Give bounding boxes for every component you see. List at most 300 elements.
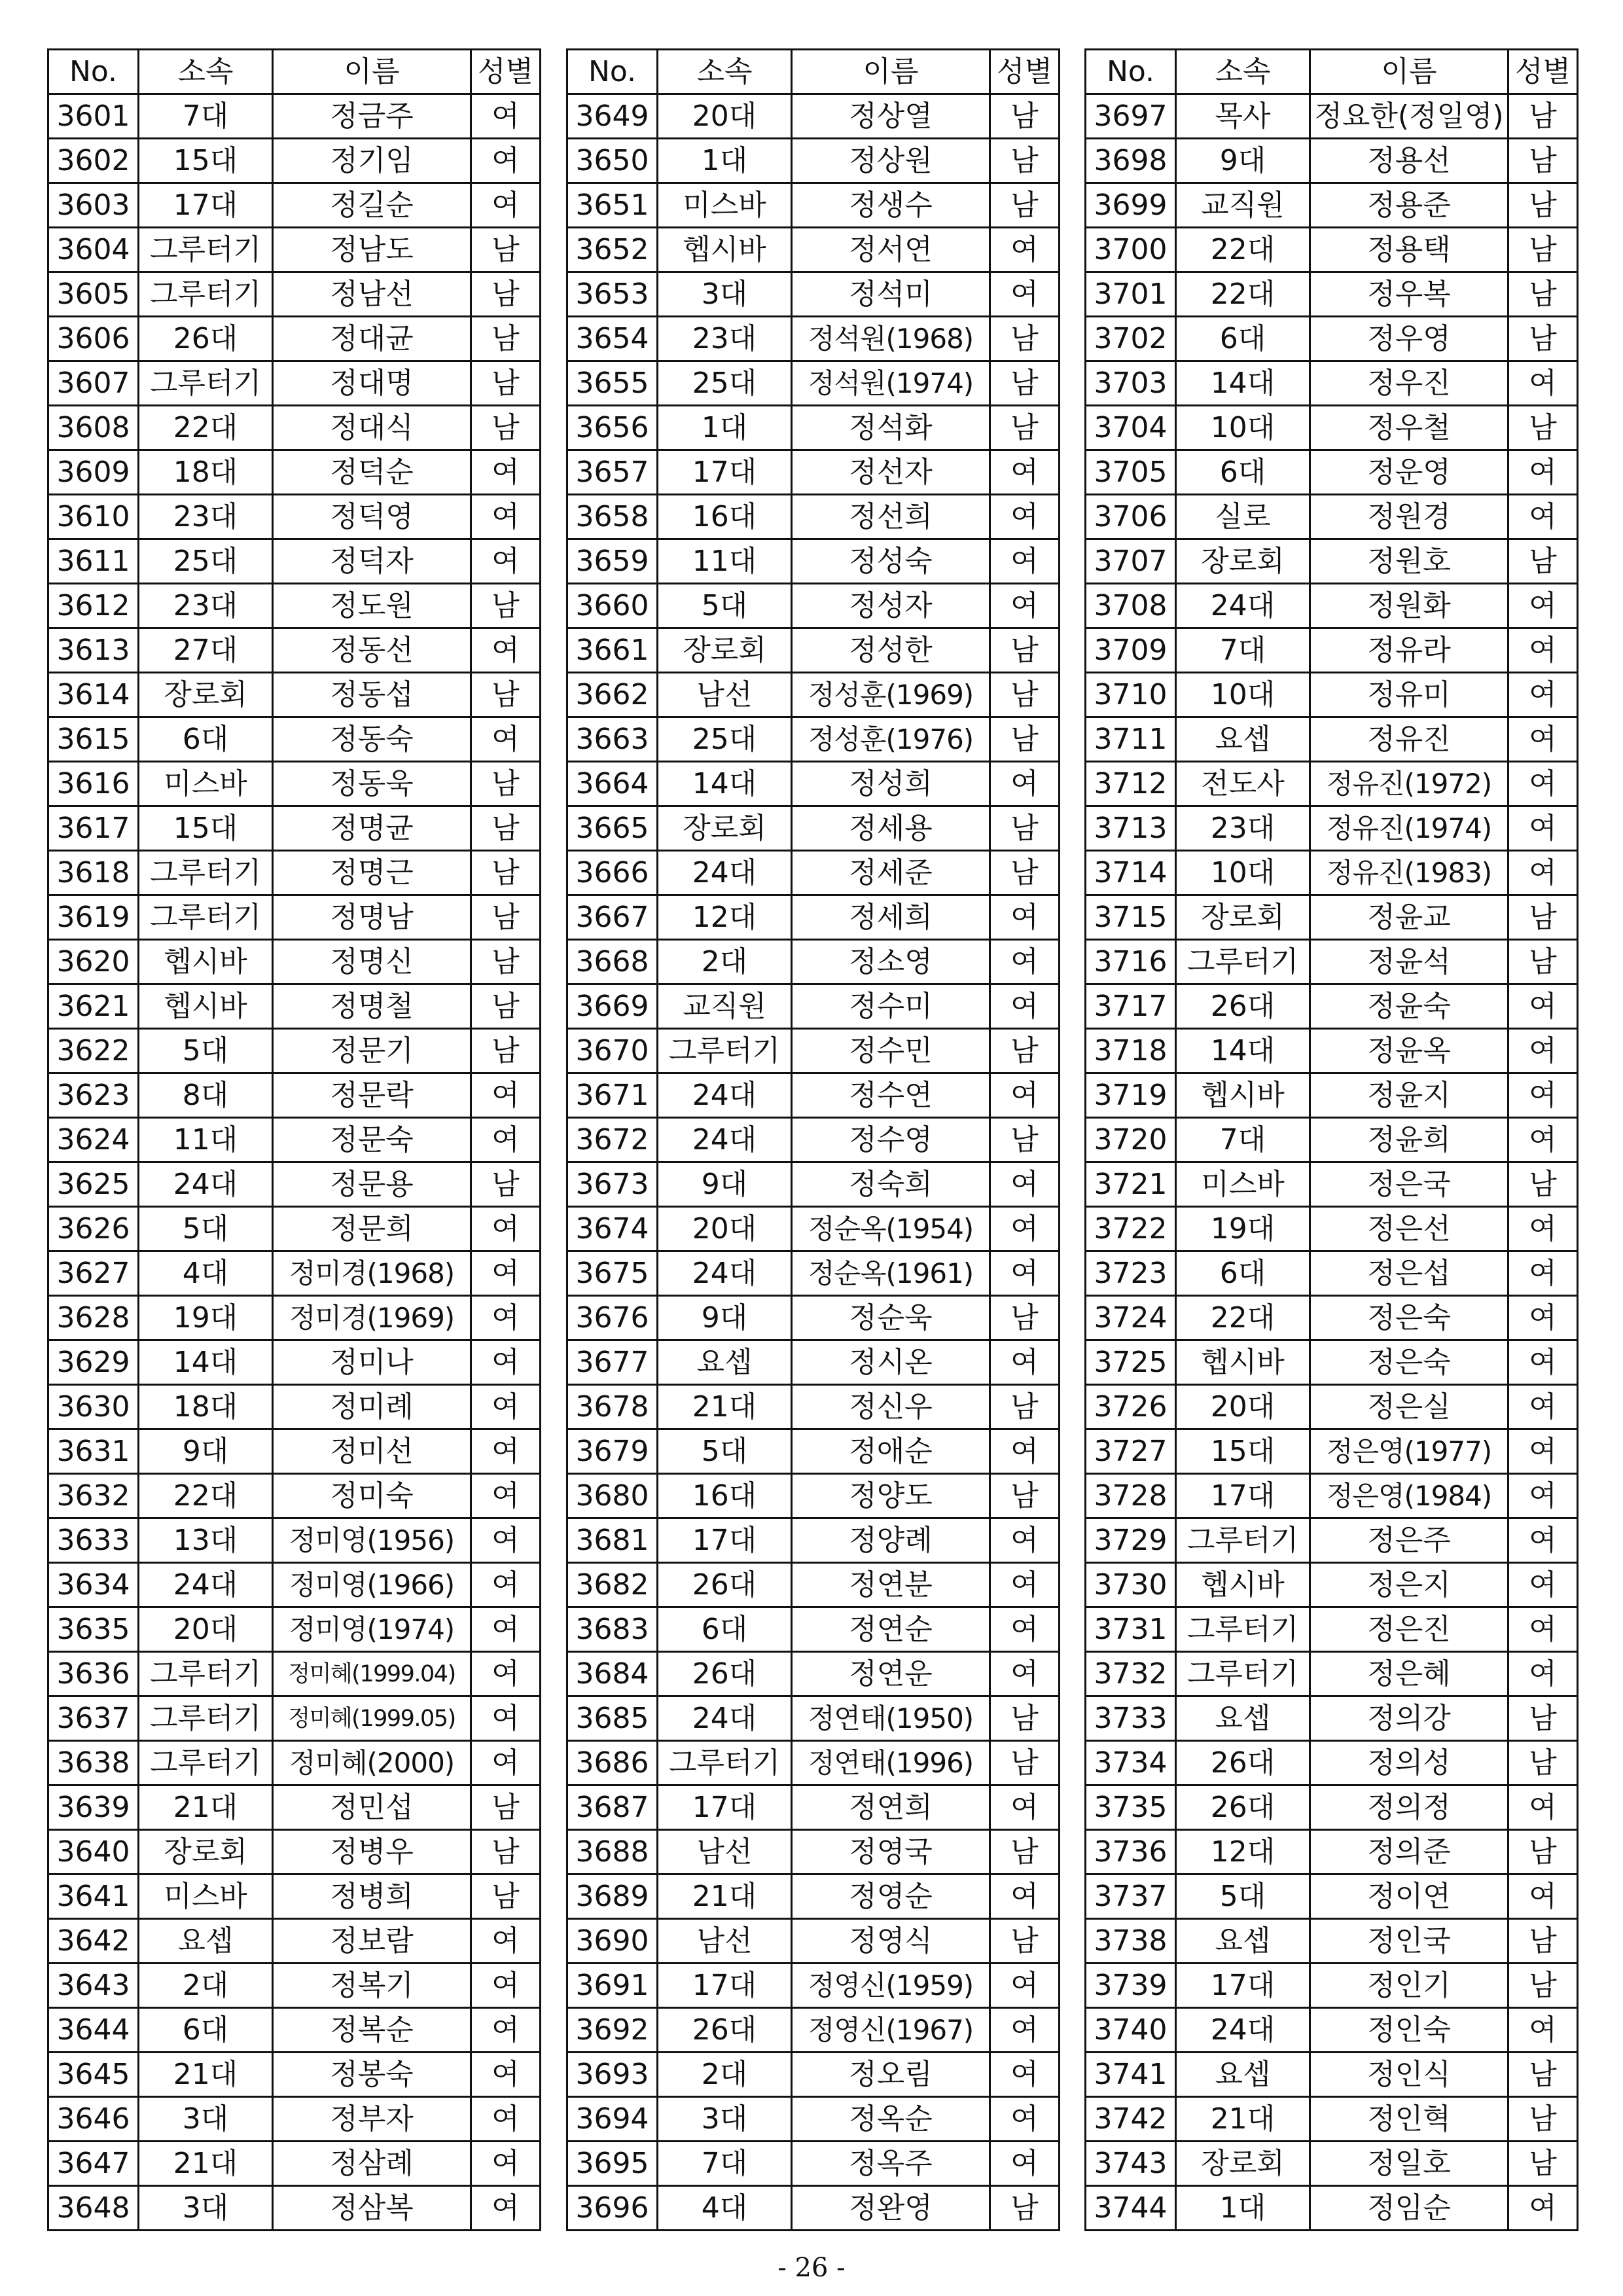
cell-affiliation: 3대 <box>658 2097 792 2142</box>
cell-gender: 여 <box>990 2053 1060 2097</box>
cell-affiliation: 장로회 <box>139 673 273 717</box>
cell-no: 3738 <box>1086 1919 1176 1964</box>
cell-affiliation: 5대 <box>139 1207 273 1251</box>
cell-affiliation: 5대 <box>658 1429 792 1474</box>
cell-affiliation: 14대 <box>139 1340 273 1385</box>
cell-affiliation: 24대 <box>658 851 792 895</box>
cell-affiliation: 18대 <box>139 1385 273 1429</box>
table-row <box>567 2053 1060 2097</box>
cell-no: 3739 <box>1086 1964 1176 2008</box>
cell-gender: 남 <box>1508 1696 1578 1741</box>
cell-gender: 여 <box>990 2142 1060 2186</box>
cell-no: 3679 <box>567 1429 658 1474</box>
cell-name: 정의강 <box>1310 1696 1508 1741</box>
table-row <box>1086 2142 1578 2186</box>
cell-affiliation: 21대 <box>1176 2097 1310 2142</box>
cell-no: 3718 <box>1086 1029 1176 1073</box>
header-name: 이름 <box>1310 50 1508 94</box>
header-gender: 성별 <box>990 50 1060 94</box>
cell-name: 정선희 <box>792 495 990 539</box>
table-row <box>48 806 541 851</box>
table-row <box>48 139 541 183</box>
cell-no: 3675 <box>567 1251 658 1296</box>
cell-name: 정미선 <box>273 1429 471 1474</box>
cell-affiliation: 26대 <box>1176 1785 1310 1830</box>
cell-affiliation: 17대 <box>1176 1964 1310 2008</box>
cell-name: 정복순 <box>273 2008 471 2053</box>
cell-gender: 남 <box>471 895 541 940</box>
cell-no: 3716 <box>1086 940 1176 984</box>
cell-name: 정신우 <box>792 1385 990 1429</box>
cell-gender: 여 <box>990 1207 1060 1251</box>
cell-name: 정명근 <box>273 851 471 895</box>
table-row <box>1086 628 1578 673</box>
cell-no: 3602 <box>48 139 139 183</box>
cell-gender: 남 <box>990 1919 1060 1964</box>
cell-no: 3631 <box>48 1429 139 1474</box>
cell-no: 3611 <box>48 539 139 584</box>
cell-no: 3619 <box>48 895 139 940</box>
cell-no: 3666 <box>567 851 658 895</box>
cell-name: 정윤숙 <box>1310 984 1508 1029</box>
table-row <box>48 1830 541 1874</box>
cell-no: 3703 <box>1086 361 1176 406</box>
cell-gender: 여 <box>1508 1385 1578 1429</box>
cell-name: 정유미 <box>1310 673 1508 717</box>
cell-affiliation: 11대 <box>658 539 792 584</box>
table-row <box>48 1785 541 1830</box>
cell-name: 정명신 <box>273 940 471 984</box>
cell-no: 3604 <box>48 228 139 272</box>
cell-affiliation: 그루터기 <box>139 228 273 272</box>
cell-gender: 여 <box>471 1741 541 1785</box>
table-row <box>48 1429 541 1474</box>
cell-affiliation: 남선 <box>658 1830 792 1874</box>
cell-gender: 남 <box>471 272 541 317</box>
cell-gender: 여 <box>990 984 1060 1029</box>
cell-affiliation: 26대 <box>658 2008 792 2053</box>
table-row <box>1086 1118 1578 1162</box>
table-row <box>1086 1251 1578 1296</box>
cell-name: 정생수 <box>792 183 990 228</box>
table-row <box>1086 228 1578 272</box>
table-row <box>48 361 541 406</box>
cell-affiliation: 7대 <box>1176 1118 1310 1162</box>
cell-affiliation: 그루터기 <box>1176 1652 1310 1696</box>
cell-gender: 여 <box>471 2186 541 2231</box>
cell-name: 정시온 <box>792 1340 990 1385</box>
cell-no: 3663 <box>567 717 658 762</box>
cell-name: 정은섭 <box>1310 1251 1508 1296</box>
table-row <box>1086 1741 1578 1785</box>
cell-affiliation: 24대 <box>139 1563 273 1607</box>
table-row <box>1086 2053 1578 2097</box>
cell-affiliation: 22대 <box>1176 1296 1310 1340</box>
cell-no: 3685 <box>567 1696 658 1741</box>
cell-no: 3727 <box>1086 1429 1176 1474</box>
cell-affiliation: 11대 <box>139 1118 273 1162</box>
cell-affiliation: 장로회 <box>1176 895 1310 940</box>
cell-affiliation: 25대 <box>658 717 792 762</box>
table-row <box>567 94 1060 139</box>
table-row <box>567 584 1060 628</box>
table-row <box>567 1830 1060 1874</box>
cell-no: 3733 <box>1086 1696 1176 1741</box>
cell-no: 3645 <box>48 2053 139 2097</box>
cell-no: 3736 <box>1086 1830 1176 1874</box>
cell-no: 3709 <box>1086 628 1176 673</box>
cell-name: 정숙희 <box>792 1162 990 1207</box>
cell-name: 정명균 <box>273 806 471 851</box>
cell-no: 3695 <box>567 2142 658 2186</box>
cell-name: 정문희 <box>273 1207 471 1251</box>
cell-gender: 남 <box>1508 317 1578 361</box>
cell-no: 3676 <box>567 1296 658 1340</box>
cell-gender: 남 <box>990 1385 1060 1429</box>
cell-no: 3639 <box>48 1785 139 1830</box>
cell-gender: 남 <box>1508 1830 1578 1874</box>
cell-no: 3720 <box>1086 1118 1176 1162</box>
cell-gender: 여 <box>1508 1518 1578 1563</box>
table-row <box>567 1073 1060 1118</box>
cell-no: 3701 <box>1086 272 1176 317</box>
cell-affiliation: 12대 <box>1176 1830 1310 1874</box>
table-row <box>567 2186 1060 2231</box>
cell-name: 정금주 <box>273 94 471 139</box>
cell-no: 3637 <box>48 1696 139 1741</box>
cell-gender: 남 <box>471 1874 541 1919</box>
cell-affiliation: 25대 <box>139 539 273 584</box>
cell-affiliation: 그루터기 <box>139 272 273 317</box>
cell-affiliation: 14대 <box>1176 1029 1310 1073</box>
cell-no: 3606 <box>48 317 139 361</box>
cell-no: 3626 <box>48 1207 139 1251</box>
table-row <box>1086 361 1578 406</box>
table-row <box>1086 272 1578 317</box>
table-row <box>48 272 541 317</box>
table-row <box>567 717 1060 762</box>
cell-no: 3682 <box>567 1563 658 1607</box>
cell-no: 3633 <box>48 1518 139 1563</box>
cell-no: 3640 <box>48 1830 139 1874</box>
cell-name: 정오림 <box>792 2053 990 2097</box>
table-row <box>567 762 1060 806</box>
cell-no: 3728 <box>1086 1474 1176 1518</box>
cell-no: 3693 <box>567 2053 658 2097</box>
cell-gender: 남 <box>471 806 541 851</box>
cell-no: 3740 <box>1086 2008 1176 2053</box>
cell-no: 3635 <box>48 1607 139 1652</box>
cell-no: 3623 <box>48 1073 139 1118</box>
cell-gender: 남 <box>471 361 541 406</box>
cell-name: 정일호 <box>1310 2142 1508 2186</box>
cell-name: 정영순 <box>792 1874 990 1919</box>
table-row <box>48 317 541 361</box>
cell-name: 정인기 <box>1310 1964 1508 2008</box>
cell-affiliation: 9대 <box>139 1429 273 1474</box>
cell-name: 정연운 <box>792 1652 990 1696</box>
cell-name: 정수민 <box>792 1029 990 1073</box>
cell-no: 3641 <box>48 1874 139 1919</box>
table-row <box>567 228 1060 272</box>
cell-name: 정동숙 <box>273 717 471 762</box>
cell-affiliation: 6대 <box>139 717 273 762</box>
cell-name: 정완영 <box>792 2186 990 2231</box>
cell-gender: 남 <box>1508 1964 1578 2008</box>
cell-affiliation: 9대 <box>1176 139 1310 183</box>
cell-affiliation: 요셉 <box>1176 1919 1310 1964</box>
table-row <box>48 1563 541 1607</box>
cell-no: 3687 <box>567 1785 658 1830</box>
cell-gender: 여 <box>471 94 541 139</box>
table-row <box>567 1029 1060 1073</box>
table-row <box>48 895 541 940</box>
cell-name: 정용준 <box>1310 183 1508 228</box>
cell-affiliation: 20대 <box>658 94 792 139</box>
cell-gender: 남 <box>471 1029 541 1073</box>
cell-name: 정문용 <box>273 1162 471 1207</box>
table-row <box>1086 2186 1578 2231</box>
cell-name: 정인숙 <box>1310 2008 1508 2053</box>
cell-no: 3638 <box>48 1741 139 1785</box>
table-row <box>567 2097 1060 2142</box>
cell-no: 3724 <box>1086 1296 1176 1340</box>
table-row <box>567 2008 1060 2053</box>
table-row <box>1086 806 1578 851</box>
cell-gender: 여 <box>990 1518 1060 1563</box>
cell-gender: 여 <box>1508 806 1578 851</box>
table-row <box>48 1874 541 1919</box>
cell-name: 정석미 <box>792 272 990 317</box>
table-row <box>1086 1830 1578 1874</box>
cell-affiliation: 10대 <box>1176 406 1310 450</box>
cell-no: 3617 <box>48 806 139 851</box>
table-row <box>48 1340 541 1385</box>
table-row <box>48 1607 541 1652</box>
table-row <box>48 1741 541 1785</box>
table-row <box>48 1474 541 1518</box>
cell-affiliation: 미스바 <box>658 183 792 228</box>
table-row <box>48 762 541 806</box>
cell-gender: 남 <box>1508 2053 1578 2097</box>
cell-no: 3657 <box>567 450 658 495</box>
cell-affiliation: 26대 <box>1176 984 1310 1029</box>
cell-affiliation: 23대 <box>658 317 792 361</box>
cell-affiliation: 1대 <box>1176 2186 1310 2231</box>
cell-affiliation: 21대 <box>139 2053 273 2097</box>
cell-gender: 여 <box>471 717 541 762</box>
cell-name: 정영식 <box>792 1919 990 1964</box>
table-row <box>567 1919 1060 1964</box>
table-row <box>1086 1429 1578 1474</box>
cell-name: 정우철 <box>1310 406 1508 450</box>
cell-name: 정은영(1977) <box>1310 1429 1508 1474</box>
cell-no: 3618 <box>48 851 139 895</box>
cell-gender: 남 <box>1508 139 1578 183</box>
cell-affiliation: 3대 <box>139 2186 273 2231</box>
table-row <box>567 1785 1060 1830</box>
cell-name: 정민섭 <box>273 1785 471 1830</box>
cell-name: 정은숙 <box>1310 1296 1508 1340</box>
table-row <box>1086 940 1578 984</box>
cell-affiliation: 1대 <box>658 139 792 183</box>
cell-gender: 남 <box>471 762 541 806</box>
table-row <box>48 1964 541 2008</box>
cell-name: 정유진(1983) <box>1310 851 1508 895</box>
cell-no: 3628 <box>48 1296 139 1340</box>
cell-affiliation: 7대 <box>1176 628 1310 673</box>
cell-affiliation: 헵시바 <box>1176 1073 1310 1118</box>
cell-no: 3608 <box>48 406 139 450</box>
cell-affiliation: 14대 <box>1176 361 1310 406</box>
cell-affiliation: 13대 <box>139 1518 273 1563</box>
cell-affiliation: 6대 <box>1176 450 1310 495</box>
cell-name: 정은영(1984) <box>1310 1474 1508 1518</box>
cell-gender: 여 <box>1508 1429 1578 1474</box>
cell-gender: 남 <box>990 1118 1060 1162</box>
cell-no: 3680 <box>567 1474 658 1518</box>
table-row <box>567 895 1060 940</box>
cell-name: 정원화 <box>1310 584 1508 628</box>
cell-no: 3636 <box>48 1652 139 1696</box>
cell-name: 정우영 <box>1310 317 1508 361</box>
cell-affiliation: 17대 <box>658 450 792 495</box>
cell-gender: 여 <box>471 450 541 495</box>
cell-affiliation: 2대 <box>139 1964 273 2008</box>
table-row <box>48 228 541 272</box>
cell-affiliation: 9대 <box>658 1162 792 1207</box>
cell-name: 정영신(1967) <box>792 2008 990 2053</box>
cell-name: 정인혁 <box>1310 2097 1508 2142</box>
cell-gender: 여 <box>471 1340 541 1385</box>
cell-affiliation: 미스바 <box>139 762 273 806</box>
table-row <box>567 1162 1060 1207</box>
cell-no: 3662 <box>567 673 658 717</box>
cell-affiliation: 3대 <box>139 2097 273 2142</box>
header-no: No. <box>48 50 139 94</box>
cell-no: 3678 <box>567 1385 658 1429</box>
header-affiliation: 소속 <box>658 50 792 94</box>
cell-affiliation: 16대 <box>658 495 792 539</box>
table-row <box>48 584 541 628</box>
cell-name: 정요한(정일영) <box>1310 94 1508 139</box>
cell-name: 정세희 <box>792 895 990 940</box>
cell-no: 3643 <box>48 1964 139 2008</box>
cell-gender: 남 <box>1508 406 1578 450</box>
cell-gender: 여 <box>1508 450 1578 495</box>
cell-gender: 남 <box>990 851 1060 895</box>
cell-gender: 남 <box>990 406 1060 450</box>
cell-affiliation: 그루터기 <box>658 1029 792 1073</box>
table-row <box>48 1652 541 1696</box>
table-row <box>48 2008 541 2053</box>
cell-no: 3658 <box>567 495 658 539</box>
table-row <box>567 1741 1060 1785</box>
table-row <box>567 673 1060 717</box>
cell-name: 정수미 <box>792 984 990 1029</box>
cell-gender: 여 <box>471 1964 541 2008</box>
cell-no: 3705 <box>1086 450 1176 495</box>
cell-no: 3615 <box>48 717 139 762</box>
cell-affiliation: 21대 <box>139 1785 273 1830</box>
table-row <box>48 2097 541 2142</box>
cell-gender: 여 <box>990 1652 1060 1696</box>
cell-name: 정성희 <box>792 762 990 806</box>
table-row <box>48 406 541 450</box>
cell-no: 3692 <box>567 2008 658 2053</box>
cell-name: 정순옥(1961) <box>792 1251 990 1296</box>
cell-gender: 남 <box>990 361 1060 406</box>
table-row <box>1086 183 1578 228</box>
header-name: 이름 <box>792 50 990 94</box>
cell-gender: 남 <box>471 851 541 895</box>
cell-no: 3721 <box>1086 1162 1176 1207</box>
cell-affiliation: 7대 <box>658 2142 792 2186</box>
cell-affiliation: 2대 <box>658 2053 792 2097</box>
table-row <box>567 1340 1060 1385</box>
cell-affiliation: 요셉 <box>1176 1696 1310 1741</box>
cell-gender: 여 <box>1508 1607 1578 1652</box>
table-row <box>1086 1563 1578 1607</box>
cell-affiliation: 24대 <box>658 1118 792 1162</box>
cell-no: 3710 <box>1086 673 1176 717</box>
cell-affiliation: 미스바 <box>139 1874 273 1919</box>
cell-affiliation: 26대 <box>658 1563 792 1607</box>
cell-gender: 남 <box>990 628 1060 673</box>
cell-name: 정수연 <box>792 1073 990 1118</box>
cell-gender: 남 <box>471 1785 541 1830</box>
table-row <box>567 1874 1060 1919</box>
cell-gender: 여 <box>990 2008 1060 2053</box>
cell-gender: 여 <box>990 1964 1060 2008</box>
cell-no: 3715 <box>1086 895 1176 940</box>
roster-table-left <box>47 48 541 2231</box>
cell-name: 정복기 <box>273 1964 471 2008</box>
cell-no: 3632 <box>48 1474 139 1518</box>
cell-affiliation: 헵시바 <box>1176 1563 1310 1607</box>
cell-no: 3651 <box>567 183 658 228</box>
cell-no: 3674 <box>567 1207 658 1251</box>
cell-no: 3621 <box>48 984 139 1029</box>
table-row <box>1086 717 1578 762</box>
cell-gender: 남 <box>1508 1919 1578 1964</box>
cell-gender: 여 <box>471 1518 541 1563</box>
cell-no: 3697 <box>1086 94 1176 139</box>
cell-name: 정미숙 <box>273 1474 471 1518</box>
cell-name: 정의성 <box>1310 1741 1508 1785</box>
cell-gender: 여 <box>1508 495 1578 539</box>
cell-affiliation: 그루터기 <box>139 851 273 895</box>
cell-name: 정은지 <box>1310 1563 1508 1607</box>
table-row <box>48 673 541 717</box>
cell-gender: 여 <box>990 2097 1060 2142</box>
cell-name: 정대명 <box>273 361 471 406</box>
table-row <box>48 2186 541 2231</box>
table-row <box>567 851 1060 895</box>
cell-gender: 여 <box>1508 1207 1578 1251</box>
cell-no: 3630 <box>48 1385 139 1429</box>
cell-affiliation: 24대 <box>658 1073 792 1118</box>
cell-affiliation: 헵시바 <box>139 940 273 984</box>
cell-gender: 여 <box>990 1785 1060 1830</box>
cell-gender: 여 <box>471 539 541 584</box>
header-affiliation: 소속 <box>139 50 273 94</box>
cell-affiliation: 그루터기 <box>139 895 273 940</box>
table-row <box>1086 1696 1578 1741</box>
cell-gender: 여 <box>990 495 1060 539</box>
cell-gender: 남 <box>471 584 541 628</box>
cell-name: 정보람 <box>273 1919 471 1964</box>
